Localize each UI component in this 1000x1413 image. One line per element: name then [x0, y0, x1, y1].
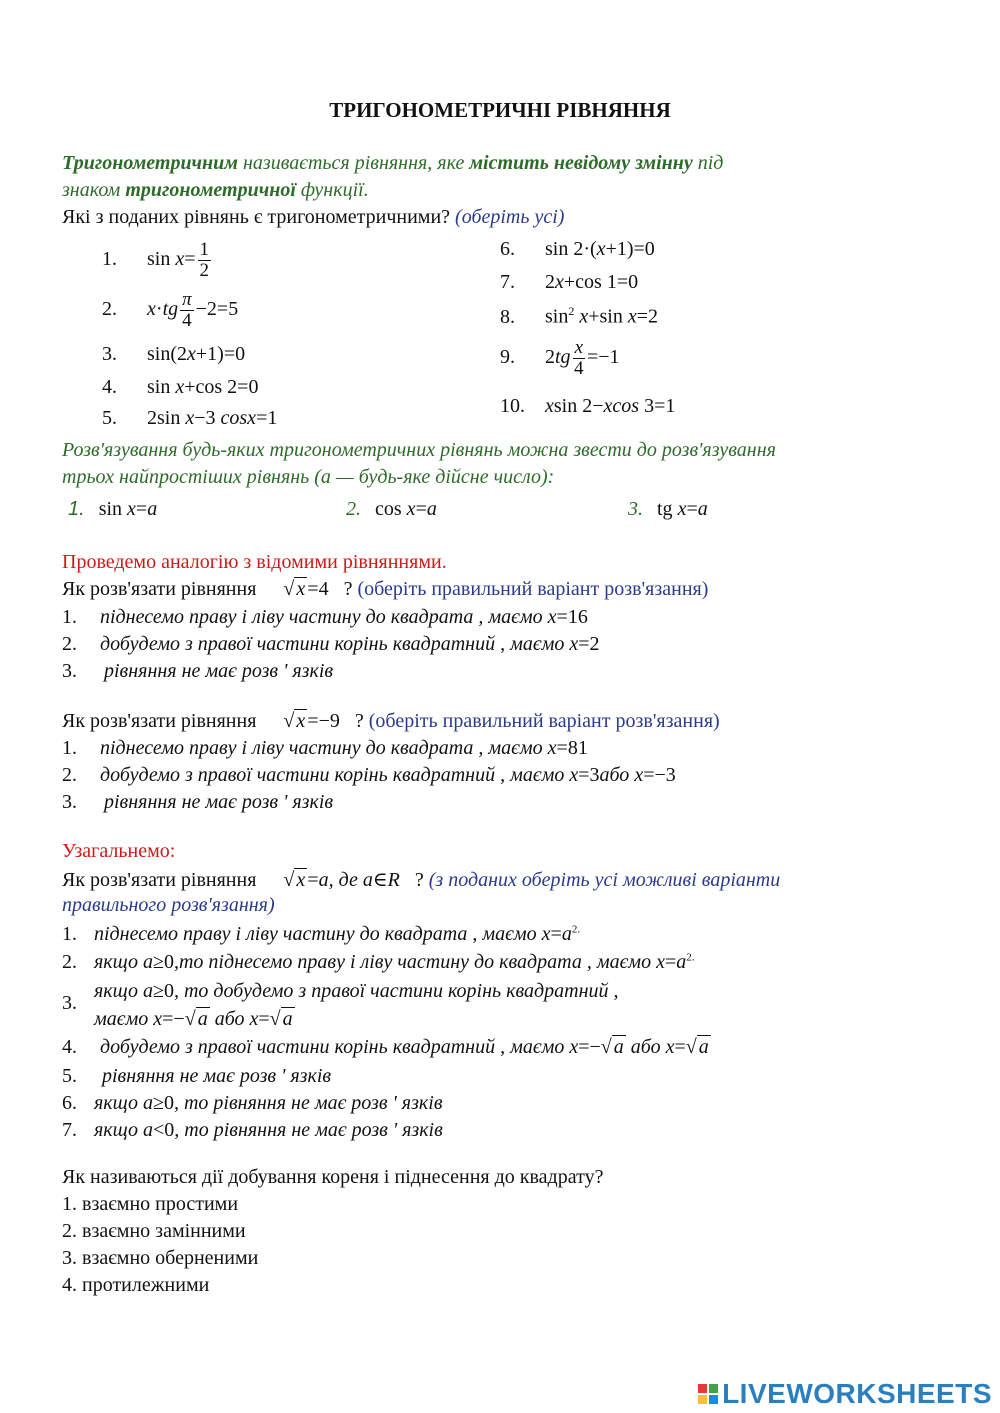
sqrt-x-eq-minus-9: √ x [283, 710, 306, 732]
gen-option-3-line-2: маємо x=−√ a або x=√ a [94, 1008, 293, 1030]
equation-option-10[interactable]: 10. xsin 2−xcos 3=1 [500, 395, 676, 417]
generalize-heading: Узагальнемо: [62, 840, 176, 862]
gen-option-5[interactable]: 5. рівняння не має розв ' язків [62, 1065, 332, 1087]
simple-equation-sin: 1. sin x=a [68, 498, 158, 520]
q3-option-3[interactable]: 3. рівняння не має розв ' язків [62, 791, 334, 813]
sqrt-x-eq-4: √ x [283, 578, 306, 600]
gen-option-4[interactable]: 4. добудемо з правої частини корінь квадратний , маємо x=−√ a або x=√ a [62, 1036, 709, 1058]
q3-option-1[interactable]: 1. піднесемо праву і ліву частину до квадрата , маємо x=81 [62, 737, 588, 759]
q2-option-3[interactable]: 3. рівняння не має розв ' язків [62, 660, 334, 682]
q2-option-1[interactable]: 1. піднесемо праву і ліву частину до квадрата , маємо x=16 [62, 606, 588, 628]
liveworksheets-mark-icon [698, 1384, 718, 1404]
simple-equation-cos: 2. cos x=a [346, 498, 437, 520]
q3-option-2[interactable]: 2. добудемо з правої частини корінь квадратний , маємо x=3або x=−3 [62, 764, 676, 786]
q5-option-3[interactable]: 3. взаємно оберненими [62, 1247, 259, 1269]
gen-option-2[interactable]: 2. якщо a≥0,то піднесемо праву і ліву частину до квадрата , маємо $x=a^{2.}$ [62, 951, 695, 973]
gen-option-3[interactable]: якщо a≥0, то добудемо з правої частини корінь квадратний , [94, 980, 619, 1002]
gen-option-1[interactable]: 1. піднесемо праву і ліву частину до квадрата , маємо $x=a^{2.}$ [62, 923, 581, 945]
equation-option-2[interactable]: 2. x·tg $\frac{\pi}{4}$ −2=5 [102, 289, 239, 331]
analogy-heading: Проведемо аналогію з відомими рівняннями. [62, 551, 447, 573]
question-4-generalize: Як розв'язати рівняння √ x =a, де a∈R ? (з поданих оберіть усі можливі варіанти [62, 869, 781, 891]
equation-option-9[interactable]: 9. 2tg $\frac{x}{4}$ =−1 [500, 337, 620, 379]
reduction-note-line-1: Розв'язування будь-яких тригонометричних рівнянь можна звести до розв'язування [62, 439, 776, 461]
equation-option-7[interactable]: 7. 2x+cos 1=0 [500, 271, 639, 293]
equation-option-3[interactable]: 3. sin(2x+1)=0 [102, 343, 246, 365]
q2-option-2[interactable]: 2. добудемо з правої частини корінь квадратний , маємо x=2 [62, 633, 600, 655]
question-1: Які з поданих рівнянь є тригонометричними? (оберіть усі) [62, 206, 565, 228]
equation-option-1[interactable]: 1. sin x= $\frac{1}{2}$ [102, 239, 210, 281]
generalize-hint-line-2: правильного розв'язання) [62, 894, 275, 916]
page-title: ТРИГОНОМЕТРИЧНІ РІВНЯННЯ [329, 98, 671, 122]
sqrt-x-eq-a: √ x [283, 869, 306, 891]
definition-line-2: знаком тригонометричної функції. [62, 179, 369, 201]
q5-option-2[interactable]: 2. взаємно замінними [62, 1220, 246, 1242]
gen-option-3-number: 3. [62, 992, 77, 1014]
gen-option-6[interactable]: 6. якщо a≥0, то рівняння не має розв ' язків [62, 1092, 443, 1114]
q5-option-1[interactable]: 1. взаємно простими [62, 1193, 239, 1215]
question-5: Як називаються дії добування кореня і піднесення до квадрату? [62, 1166, 604, 1188]
equation-option-5[interactable]: 5. 2sin x−3 cosx=1 [102, 407, 278, 429]
equation-option-6[interactable]: 6. sin 2·(x+1)=0 [500, 238, 655, 260]
definition-line-1: Тригонометричним називається рівняння, яке містить невідому змінну під [62, 152, 724, 174]
simple-equation-tg: 3. tg x=a [628, 498, 708, 520]
reduction-note-line-2: трьох найпростіших рівнянь (а — будь-яке дійсне число): [62, 466, 555, 488]
question-2: Як розв'язати рівняння √ x =4 ? (оберіть правильний варіант розв'язання) [62, 578, 709, 600]
gen-option-7[interactable]: 7. якщо a<0, то рівняння не має розв ' язків [62, 1119, 443, 1141]
equation-option-8[interactable]: 8. $\sin^2 x+\sin$ x=2 [500, 304, 659, 328]
equation-option-4[interactable]: 4. sin x+cos 2=0 [102, 376, 259, 398]
liveworksheets-logo: LIVEWORKSHEETS [698, 1378, 992, 1410]
question-3: Як розв'язати рівняння √ x =−9 ? (оберіть правильний варіант розв'язання) [62, 710, 720, 732]
q5-option-4[interactable]: 4. протилежними [62, 1274, 210, 1296]
